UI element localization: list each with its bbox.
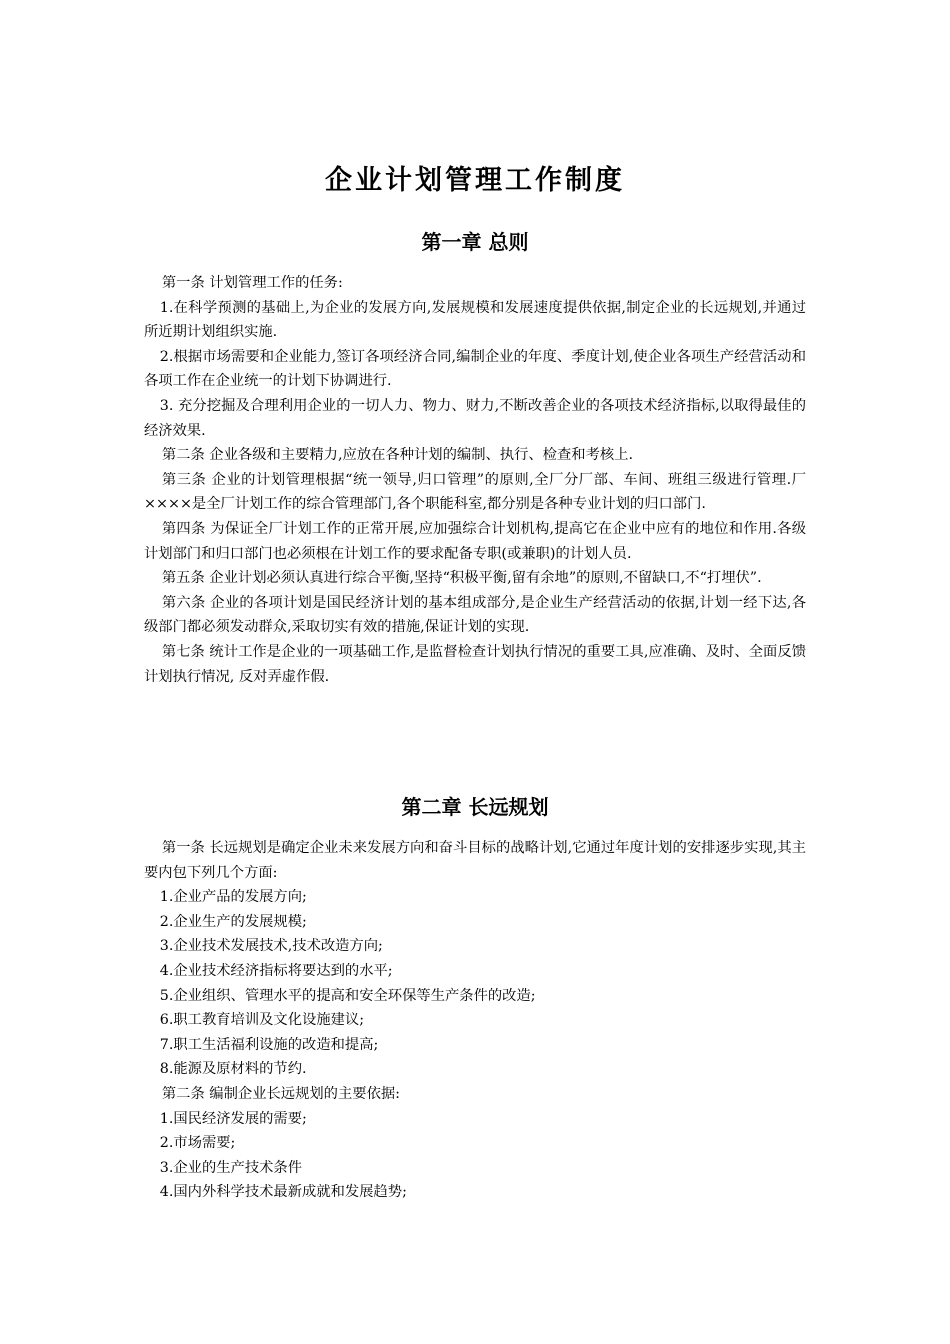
list-item: 3.企业技术发展技术,技术改造方向; [159,938,383,955]
list-item: 1.在科学预测的基础上,为企业的发展方向,发展规模和发展速度提供依据,制定企业的长远规划,并通过所近期计划组织实施. [144,299,806,341]
chapter-2-heading: 第二章 长远规划 [401,795,549,819]
article-1: 第一条 长远规划是确定企业未来发展方向和奋斗目标的战略计划,它通过年度计划的安排逐步实现,其主要内包下列几个方面: [144,840,806,881]
list-item: 1.企业产品的发展方向; [159,889,307,906]
article-3: 第三条 企业的计划管理根据“统一领导,归口管理”的原则,全厂分厂部、车间、班组三级进行管理.厂××××是全厂计划工作的综合管理部门,各个职能科室,都分别是各种专业计划的归口部门. [144,471,806,513]
chapter-2-body [144,836,806,1205]
list-item: 4.企业技术经济指标将要达到的水平; [159,962,393,979]
list-item: 6.职工教育培训及文化设施建议; [159,1012,365,1029]
list-item: 7.职工生活福利设施的改造和提高; [159,1036,379,1053]
article-4: 第四条 为保证全厂计划工作的正常开展,应加强综合计划机构,提高它在企业中应有的地位和作用.各级计划部门和归口部门也必须根在计划工作的要求配备专职(或兼职)的计划人员. [144,520,806,562]
list-item: 1.国民经济发展的需要; [159,1110,307,1127]
article-6: 第六条 企业的各项计划是国民经济计划的基本组成部分,是企业生产经营活动的依据,计划一经下达,各级部门都必须发动群众,采取切实有效的措施,保证计划的实现. [144,594,806,636]
article-2: 第二条 企业各级和主要精力,应放在各种计划的编制、执行、检查和考核上. [161,447,634,464]
list-item: 3. 充分挖掘及合理利用企业的一切人力、物力、财力,不断改善企业的各项技术经济指标,以取得最佳的经济效果. [144,397,806,439]
article-2: 第二条 编制企业长远规划的主要依据: [161,1085,400,1102]
chapter-1-body [144,271,806,689]
list-item: 3.企业的生产技术条件 [159,1159,303,1176]
list-item: 5.企业组织、管理水平的提高和安全环保等生产条件的改造; [159,987,536,1004]
list-item: 8.能源及原材料的节约. [159,1061,307,1078]
chapter-1-heading: 第一章 总则 [421,230,529,254]
document-title: 企业计划管理工作制度 [325,165,625,196]
article-5: 第五条 企业计划必须认真进行综合平衡,坚持“积极平衡,留有余地”的原则,不留缺口,不“打埋伏”. [161,570,762,587]
list-item: 4.国内外科学技术最新成就和发展趋势; [159,1184,407,1201]
list-item: 2.企业生产的发展规模; [159,913,307,930]
article-7: 第七条 统计工作是企业的一项基础工作,是监督检查计划执行情况的重要工具,应准确、及时、全面反馈计划执行情况, 反对弄虚作假. [144,643,806,685]
list-item: 2.根据市场需要和企业能力,签订各项经济合同,编制企业的年度、季度计划,使企业各项生产经营活动和各项工作在企业统一的计划下协调进行. [144,348,806,390]
article-1: 第一条 计划管理工作的任务: [161,275,343,291]
list-item: 2.市场需要; [159,1135,236,1152]
